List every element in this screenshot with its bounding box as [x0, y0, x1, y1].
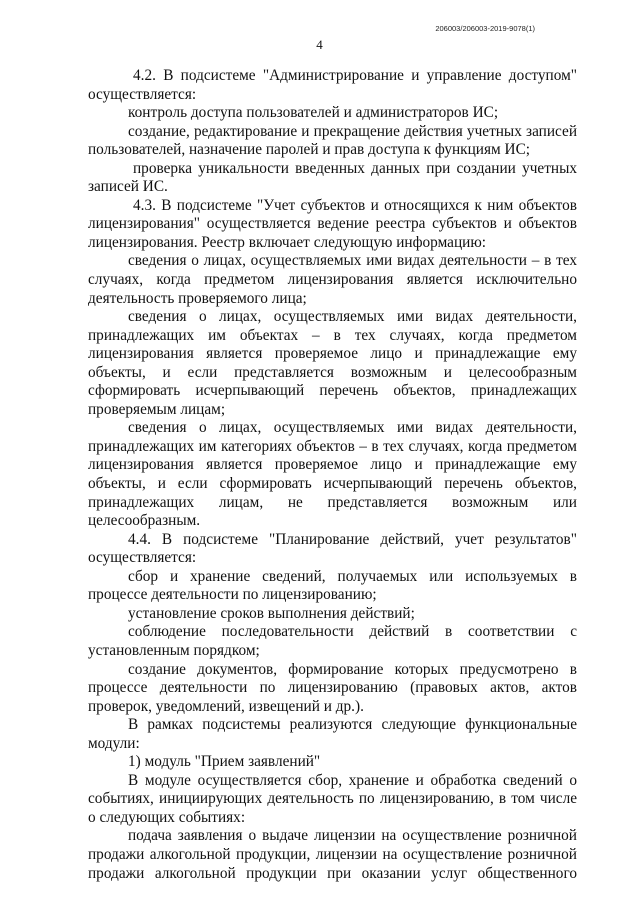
- paragraph-4-2: 4.2. В подсистеме "Администрирование и управление доступом" осуществляется:: [88, 67, 577, 103]
- list-item: сведения о лицах, осуществляемых ими видах деятельности, принадлежащих им объектах – в тех случаях, когда предметом лицензирования является проверяемое лицо и принадлежащие ему объекты, и если представляется возможным и целесообразным сформировать исчерпывающий перечень объектов, принадлежащих проверяемым лицам;: [88, 308, 577, 418]
- paragraph-module-description: В модуле осуществляется сбор, хранение и обработка сведений о событиях, инициирующих деятельность по лицензированию, в том числе о следующих событиях:: [88, 771, 577, 826]
- list-item: установление сроков выполнения действий;: [128, 604, 415, 622]
- list-item: сбор и хранение сведений, получаемых или используемых в процессе деятельности по лицензированию;: [88, 567, 577, 604]
- list-item: проверка уникальности введенных данных при создании учетных записей ИС.: [88, 159, 577, 196]
- list-item: создание документов, формирование которых предусмотрено в процессе деятельности по лицензированию (правовых актов, актов проверок, уведомлений, извещений и др.).: [88, 660, 577, 715]
- module-heading: 1) модуль "Прием заявлений": [128, 753, 321, 771]
- list-item: сведения о лицах, осуществляемых ими видах деятельности, принадлежащих им категориях объектов – в тех случаях, когда предметом лицензирования является проверяемое лицо и принадлежащие ему объекты, и если сформировать исчерпывающий перечень объектов, принадлежащих лицам, не представляется возможным или целесообразным.: [88, 419, 577, 530]
- paragraph-4-3: 4.3. В подсистеме "Учет субъектов и относящихся к ним объектов лицензирования" осуществляется ведение реестра субъектов и объектов лицензирования. Реестр включает следующую информацию:: [88, 196, 577, 251]
- document-number: 206003/206003-2019-9078(1): [435, 24, 535, 33]
- document-body: [88, 67, 577, 883]
- list-item: контроль доступа пользователей и администраторов ИС;: [128, 104, 499, 122]
- list-item: сведения о лицах, осуществляемых ими видах деятельности – в тех случаях, когда предметом лицензирования является исключительно деятельность проверяемого лица;: [88, 252, 577, 307]
- paragraph-4-4: 4.4. В подсистеме "Планирование действий, учет результатов" осуществляется:: [88, 530, 577, 567]
- list-item: соблюдение последовательности действий в соответствии с установленным порядком;: [88, 623, 577, 659]
- list-item: подача заявления о выдаче лицензии на осуществление розничной продажи алкогольной продукции, лицензии на осуществление розничной продажи алкогольной продукции при оказании услуг общественного: [88, 827, 577, 882]
- page-number: 4: [316, 37, 323, 52]
- paragraph-modules: В рамках подсистемы реализуются следующие функциональные модули:: [88, 716, 577, 752]
- list-item: создание, редактирование и прекращение действия учетных записей пользователей, назначение паролей и прав доступа к функциям ИС;: [88, 122, 577, 159]
